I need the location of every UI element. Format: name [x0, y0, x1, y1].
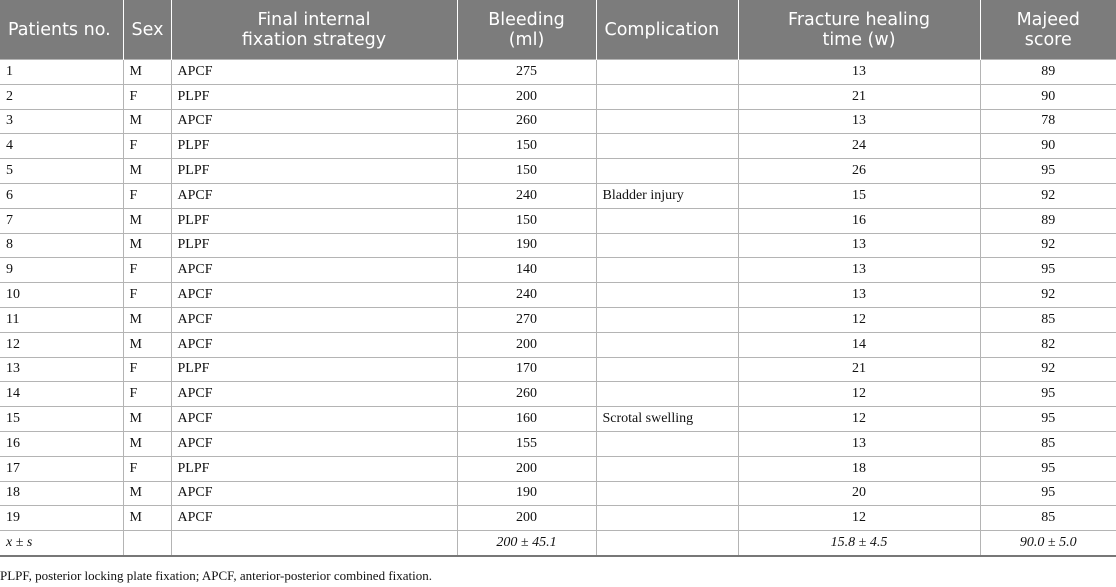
header-complication: Complication: [596, 0, 738, 60]
cell-fixation-strategy: APCF: [171, 183, 457, 208]
cell-fixation-strategy: APCF: [171, 407, 457, 432]
cell-patient-no: 16: [0, 431, 123, 456]
cell-fixation-strategy: APCF: [171, 109, 457, 134]
cell-bleeding: 200: [457, 84, 596, 109]
cell-complication: [596, 382, 738, 407]
cell-majeed-score: 89: [980, 60, 1116, 85]
table-row: [0, 283, 1116, 308]
cell-complication: [596, 357, 738, 382]
cell-fixation-strategy: APCF: [171, 382, 457, 407]
cell-healing-time: 18: [738, 456, 980, 481]
cell-bleeding: 260: [457, 109, 596, 134]
cell-sex: F: [123, 382, 171, 407]
table-row: [0, 183, 1116, 208]
cell-patient-no: 9: [0, 258, 123, 283]
cell-fixation-strategy: APCF: [171, 258, 457, 283]
cell-sex: M: [123, 109, 171, 134]
cell-sex: M: [123, 481, 171, 506]
cell-bleeding: 200: [457, 332, 596, 357]
cell-majeed-score: 92: [980, 233, 1116, 258]
cell-majeed-score: 78: [980, 109, 1116, 134]
cell-healing-time: 16: [738, 208, 980, 233]
cell-sex: M: [123, 208, 171, 233]
cell-bleeding: 240: [457, 183, 596, 208]
table-row: [0, 382, 1116, 407]
cell-patient-no: x ± s: [0, 531, 123, 556]
cell-patient-no: 13: [0, 357, 123, 382]
cell-majeed-score: 95: [980, 258, 1116, 283]
cell-majeed-score: 95: [980, 159, 1116, 184]
cell-patient-no: 17: [0, 456, 123, 481]
cell-fixation-strategy: APCF: [171, 332, 457, 357]
cell-patient-no: 15: [0, 407, 123, 432]
cell-bleeding: 260: [457, 382, 596, 407]
cell-fixation-strategy: [171, 531, 457, 556]
cell-fixation-strategy: APCF: [171, 506, 457, 531]
table-row: [0, 233, 1116, 258]
cell-sex: F: [123, 258, 171, 283]
cell-healing-time: 15.8 ± 4.5: [738, 531, 980, 556]
cell-patient-no: 3: [0, 109, 123, 134]
cell-healing-time: 21: [738, 357, 980, 382]
cell-patient-no: 8: [0, 233, 123, 258]
cell-sex: M: [123, 233, 171, 258]
header-fixation-strategy: Final internal fixation strategy: [171, 0, 457, 60]
cell-bleeding: 200: [457, 456, 596, 481]
cell-sex: M: [123, 307, 171, 332]
cell-complication: [596, 159, 738, 184]
cell-bleeding: 200: [457, 506, 596, 531]
cell-fixation-strategy: APCF: [171, 431, 457, 456]
cell-complication: [596, 208, 738, 233]
cell-bleeding: 240: [457, 283, 596, 308]
table-row: [0, 407, 1116, 432]
cell-patient-no: 11: [0, 307, 123, 332]
table-row: [0, 431, 1116, 456]
cell-patient-no: 19: [0, 506, 123, 531]
cell-majeed-score: 95: [980, 382, 1116, 407]
cell-majeed-score: 92: [980, 357, 1116, 382]
cell-bleeding: 150: [457, 208, 596, 233]
header-row: [0, 0, 1116, 60]
cell-healing-time: 13: [738, 109, 980, 134]
cell-fixation-strategy: APCF: [171, 481, 457, 506]
cell-bleeding: 200 ± 45.1: [457, 531, 596, 556]
cell-sex: M: [123, 431, 171, 456]
table-row: [0, 60, 1116, 85]
cell-bleeding: 170: [457, 357, 596, 382]
cell-complication: [596, 283, 738, 308]
cell-bleeding: 275: [457, 60, 596, 85]
cell-majeed-score: 85: [980, 506, 1116, 531]
cell-healing-time: 13: [738, 60, 980, 85]
cell-complication: [596, 109, 738, 134]
cell-healing-time: 13: [738, 233, 980, 258]
cell-sex: F: [123, 357, 171, 382]
cell-healing-time: 12: [738, 407, 980, 432]
cell-healing-time: 24: [738, 134, 980, 159]
header-healing-time: Fracture healing time (w): [738, 0, 980, 60]
cell-sex: F: [123, 84, 171, 109]
cell-majeed-score: 85: [980, 307, 1116, 332]
table-row: [0, 307, 1116, 332]
cell-complication: [596, 531, 738, 556]
table-row: [0, 109, 1116, 134]
cell-complication: [596, 307, 738, 332]
cell-patient-no: 2: [0, 84, 123, 109]
cell-fixation-strategy: PLPF: [171, 84, 457, 109]
table-row: [0, 258, 1116, 283]
header-sex: Sex: [123, 0, 171, 60]
cell-healing-time: 21: [738, 84, 980, 109]
cell-fixation-strategy: APCF: [171, 60, 457, 85]
cell-complication: Bladder injury: [596, 183, 738, 208]
cell-sex: [123, 531, 171, 556]
table-footnote: PLPF, posterior locking plate fixation; APCF, anterior-posterior combined fixation.: [0, 568, 433, 583]
cell-complication: [596, 258, 738, 283]
cell-healing-time: 12: [738, 506, 980, 531]
cell-fixation-strategy: APCF: [171, 283, 457, 308]
cell-patient-no: 5: [0, 159, 123, 184]
cell-sex: M: [123, 407, 171, 432]
cell-healing-time: 20: [738, 481, 980, 506]
cell-healing-time: 13: [738, 431, 980, 456]
cell-fixation-strategy: APCF: [171, 307, 457, 332]
cell-bleeding: 150: [457, 159, 596, 184]
cell-fixation-strategy: PLPF: [171, 208, 457, 233]
cell-complication: [596, 481, 738, 506]
cell-patient-no: 7: [0, 208, 123, 233]
cell-fixation-strategy: PLPF: [171, 456, 457, 481]
cell-sex: M: [123, 332, 171, 357]
cell-healing-time: 12: [738, 307, 980, 332]
cell-complication: [596, 506, 738, 531]
cell-majeed-score: 82: [980, 332, 1116, 357]
table-row: [0, 208, 1116, 233]
cell-bleeding: 190: [457, 481, 596, 506]
cell-majeed-score: 95: [980, 407, 1116, 432]
cell-sex: M: [123, 159, 171, 184]
cell-patient-no: 12: [0, 332, 123, 357]
cell-bleeding: 190: [457, 233, 596, 258]
table-header: [0, 0, 1116, 60]
table-row: [0, 357, 1116, 382]
header-bleeding: Bleeding (ml): [457, 0, 596, 60]
cell-complication: [596, 431, 738, 456]
cell-sex: F: [123, 134, 171, 159]
cell-fixation-strategy: PLPF: [171, 159, 457, 184]
table-row: [0, 456, 1116, 481]
cell-sex: F: [123, 283, 171, 308]
cell-majeed-score: 95: [980, 481, 1116, 506]
cell-patient-no: 6: [0, 183, 123, 208]
header-patients-no: Patients no.: [0, 0, 123, 60]
table-row: [0, 134, 1116, 159]
cell-healing-time: 12: [738, 382, 980, 407]
cell-patient-no: 4: [0, 134, 123, 159]
cell-majeed-score: 90: [980, 84, 1116, 109]
cell-patient-no: 10: [0, 283, 123, 308]
cell-sex: M: [123, 60, 171, 85]
cell-majeed-score: 90.0 ± 5.0: [980, 531, 1116, 556]
table-row: [0, 159, 1116, 184]
cell-majeed-score: 92: [980, 183, 1116, 208]
cell-bleeding: 140: [457, 258, 596, 283]
cell-complication: [596, 233, 738, 258]
cell-fixation-strategy: PLPF: [171, 233, 457, 258]
cell-complication: Scrotal swelling: [596, 407, 738, 432]
cell-complication: [596, 332, 738, 357]
cell-sex: F: [123, 183, 171, 208]
cell-sex: F: [123, 456, 171, 481]
table-row: [0, 481, 1116, 506]
cell-sex: M: [123, 506, 171, 531]
cell-patient-no: 14: [0, 382, 123, 407]
cell-complication: [596, 84, 738, 109]
cell-healing-time: 26: [738, 159, 980, 184]
cell-fixation-strategy: PLPF: [171, 134, 457, 159]
cell-majeed-score: 95: [980, 456, 1116, 481]
cell-bleeding: 155: [457, 431, 596, 456]
table-row: [0, 84, 1116, 109]
cell-majeed-score: 92: [980, 283, 1116, 308]
cell-complication: [596, 60, 738, 85]
cell-healing-time: 14: [738, 332, 980, 357]
table-row: [0, 332, 1116, 357]
cell-majeed-score: 90: [980, 134, 1116, 159]
header-majeed-score: Majeed score: [980, 0, 1116, 60]
cell-fixation-strategy: PLPF: [171, 357, 457, 382]
cell-bleeding: 150: [457, 134, 596, 159]
cell-patient-no: 18: [0, 481, 123, 506]
cell-majeed-score: 85: [980, 431, 1116, 456]
cell-healing-time: 15: [738, 183, 980, 208]
table-body: [0, 60, 1116, 556]
cell-majeed-score: 89: [980, 208, 1116, 233]
cell-healing-time: 13: [738, 283, 980, 308]
cell-complication: [596, 456, 738, 481]
cell-bleeding: 270: [457, 307, 596, 332]
cell-patient-no: 1: [0, 60, 123, 85]
cell-bleeding: 160: [457, 407, 596, 432]
cell-complication: [596, 134, 738, 159]
summary-row: [0, 531, 1116, 556]
cell-healing-time: 13: [738, 258, 980, 283]
table-row: [0, 506, 1116, 531]
